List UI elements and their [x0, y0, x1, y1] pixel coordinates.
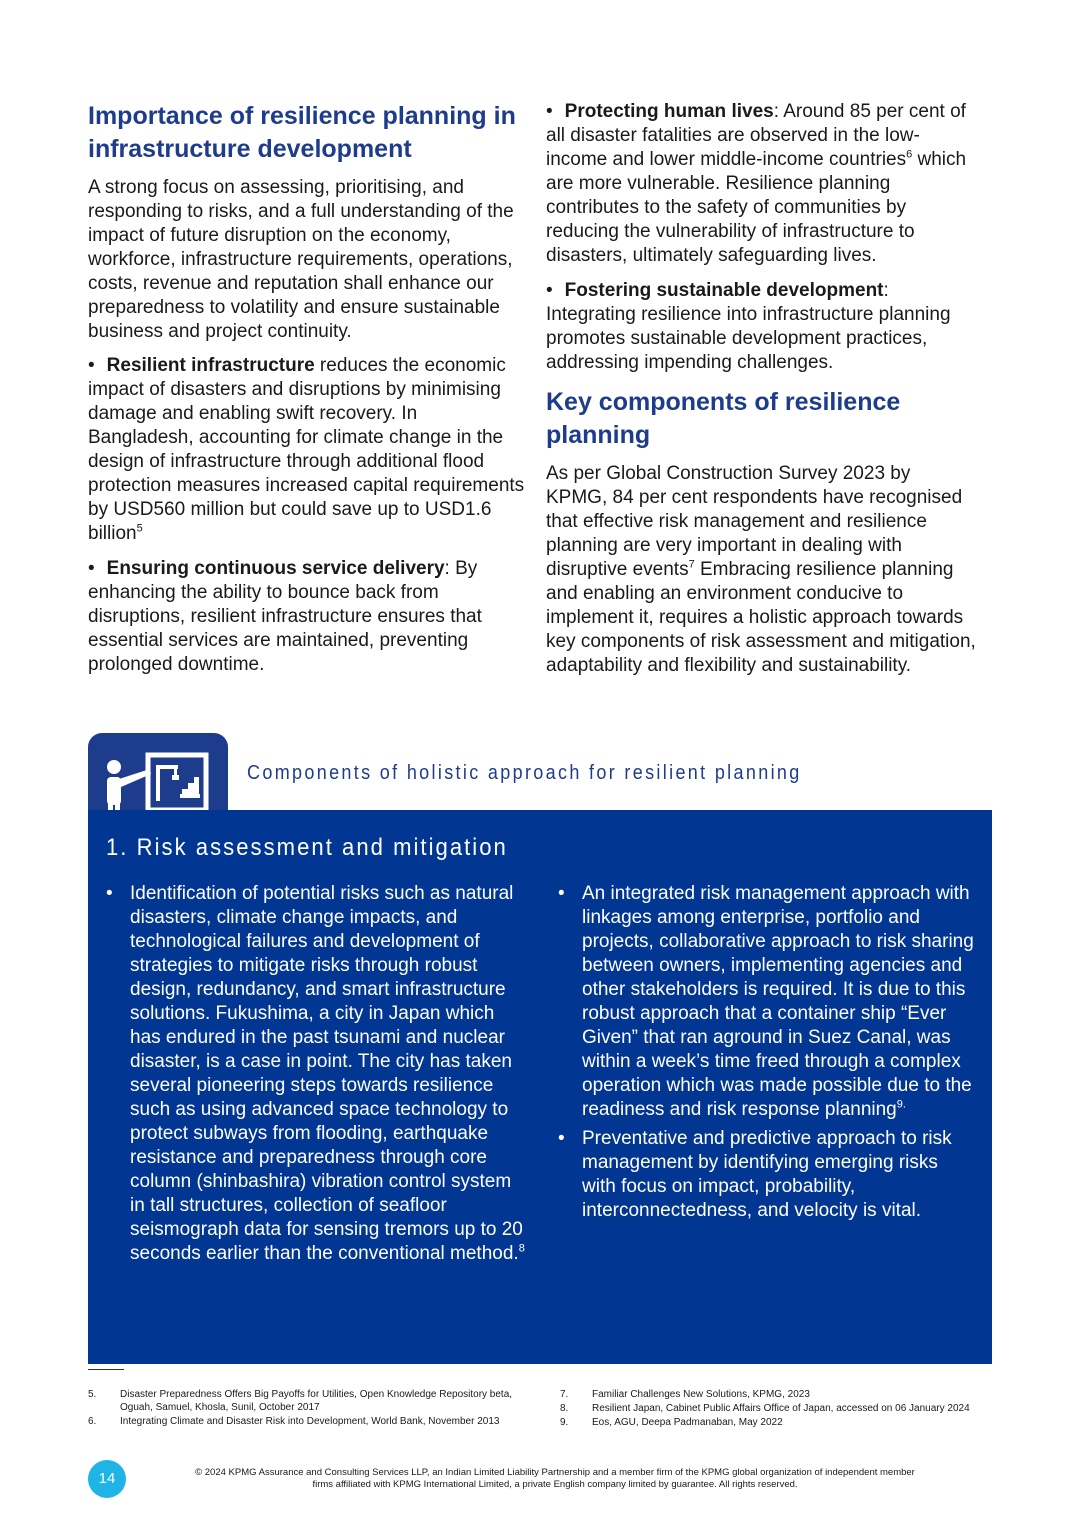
bullet-marker: • [88, 558, 95, 579]
bullet-text: : Around 85 per cent of all disaster fatalities are observed in the low-income and lower middle-income countries [546, 101, 966, 170]
footnote [88, 1415, 528, 1428]
bullet-text-wrap [582, 882, 976, 1122]
survey-paragraph [546, 462, 976, 678]
bullet-text: Preventative and predictive approach to risk management by identifying emerging risks with focus on impact, probability, interconnectedness, and velocity is vital. [582, 1128, 952, 1221]
footnote-text: Disaster Preparedness Offers Big Payoffs for Utilities, Open Knowledge Repository beta, Oguah, Samuel, Khosla, Sunil, October 2017 [120, 1389, 513, 1413]
footnote [88, 1388, 528, 1414]
bullet-text: : Integrating resilience into infrastructure planning promotes sustainable development practices, addressing impending challenges. [546, 280, 951, 373]
bullet-bold-label: Protecting human lives [564, 101, 774, 122]
footnotes-right [560, 1388, 990, 1430]
footnote-number: 5. [88, 1389, 97, 1400]
bullet-marker: • [546, 280, 553, 301]
bullet-text-wrap [130, 882, 526, 1266]
box-bullet-preventative [558, 1127, 976, 1223]
footnote-number: 6. [88, 1416, 97, 1427]
copyright-notice: © 2024 KPMG Assurance and Consulting Services LLP, an Indian Limited Liability Partnership and a member firm of the KPMG global organization of independent member firms affiliated with KPMG International Limited, a private English company limited by guarantee. All rights reserved. [195, 1467, 915, 1490]
paragraph-text: Embracing resilience planning and enabling an environment conducive to implement it, requires a holistic approach towards key components of risk assessment and mitigation, adaptability and flexibility and sustainability. [546, 559, 976, 676]
footnote-number: 9. [560, 1417, 569, 1428]
footnote [560, 1416, 990, 1429]
box-right-column [558, 882, 976, 1228]
footnote-ref: 7 [688, 558, 695, 571]
intro-paragraph: A strong focus on assessing, prioritising, and responding to risks, and a full understanding of the impact of future disruption on the economy, workforce, infrastructure requirements, operations, costs, revenue and reputation shall enhance our preparedness to volatility and ensure sustainable business and project continuity. [88, 177, 514, 342]
box-section-title: 1. Risk assessment and mitigation [106, 834, 508, 861]
bullet-text: : By enhancing the ability to bounce back from disruptions, resilient infrastructure ensures that essential services are maintained, preventing prolonged downtime. [88, 558, 482, 675]
footnote-text: Familiar Challenges New Solutions, KPMG, 2023 [592, 1389, 810, 1400]
footnote-ref: 5 [136, 522, 143, 535]
paragraph-text: As per Global Construction Survey 2023 by KPMG, 84 per cent respondents have recognised that effective risk management and resilience planning are very important in dealing with disruptive events [546, 463, 963, 580]
bullet-marker: • [546, 101, 553, 122]
bullet-marker: • [558, 1128, 565, 1149]
footnote-ref: 6 [906, 148, 913, 161]
section-heading-importance: Importance of resilience planning in infrastructure development [88, 102, 516, 163]
footnote-text: Integrating Climate and Disaster Risk into Development, World Bank, November 2013 [120, 1416, 500, 1427]
footnote [560, 1402, 990, 1415]
footnote-ref: 8 [518, 1242, 525, 1255]
components-box [88, 810, 992, 1364]
footnote-ref: 9. [896, 1098, 906, 1111]
bullet-text: which are more vulnerable. Resilience planning contributes to the safety of communities by reducing the vulnerability of infrastructure to disasters, ultimately safeguarding lives. [546, 149, 967, 266]
footnote-text: Eos, AGU, Deepa Padmanaban, May 2022 [592, 1417, 783, 1428]
footnote-number: 7. [560, 1389, 569, 1400]
footnote-text: Resilient Japan, Cabinet Public Affairs Office of Japan, accessed on 06 January 2024 [592, 1403, 970, 1414]
right-column [546, 100, 976, 688]
bullet-resilient-infrastructure [88, 354, 528, 546]
bullet-bold-label: Resilient infrastructure [106, 355, 315, 376]
section-heading-key-components: Key components of resilience planning [546, 388, 901, 449]
bullet-marker: • [88, 355, 95, 376]
bullet-text: Identification of potential risks such as natural disasters, climate change impacts, and technological failures and development of strategies to mitigate risks through robust design, redundancy, and smart infrastructure solutions. Fukushima, a city in Japan which has endured in the past tsunami and nuclear disaster, is a case in point. The city has taken several pioneering steps towards resilience such as using advanced space technology to protect subways from flooding, earthquake resistance and preparedness through core column (shinbashira) vibration control system in tall structures, collection of seafloor seismograph data for sensing tremors up to 20 seconds earlier than the conventional method. [130, 883, 523, 1264]
components-box-title: Components of holistic approach for resilient planning [247, 762, 802, 784]
left-column [88, 100, 528, 688]
bullet-text: An integrated risk management approach with linkages among enterprise, portfolio and projects, collaborative approach to risk sharing between owners, implementing agencies and other stakeholders is required. It is due to this robust approach that a container ship “Ever Given” that ran aground in Suez Canal, was within a week’s time freed through a complex operation which was made possible due to the readiness and risk response planning [582, 883, 974, 1120]
bullet-marker: • [558, 883, 565, 904]
box-left-column [106, 882, 526, 1271]
bullet-protecting-lives [546, 100, 976, 268]
footnote-divider [88, 1369, 124, 1370]
bullet-text: reduces the economic impact of disasters and disruptions by minimising damage and enabling swift recovery. In Bangladesh, accounting for climate change in the design of infrastructure through additional flood protection measures increased capital requirements by USD560 million but could save up to USD1.6 billion [88, 355, 525, 544]
footnote-number: 8. [560, 1403, 569, 1414]
bullet-sustainable-development [546, 279, 976, 375]
box-bullet-integrated-risk [558, 882, 976, 1122]
bullet-continuous-service [88, 557, 528, 677]
bullet-marker: • [106, 883, 113, 904]
bullet-bold-label: Ensuring continuous service delivery [106, 558, 445, 579]
page-number-badge: 14 [88, 1460, 126, 1498]
box-bullet-risk-identification [106, 882, 526, 1266]
footnote [560, 1388, 990, 1401]
bullet-bold-label: Fostering sustainable development [564, 280, 884, 301]
footnotes-left [88, 1388, 528, 1429]
